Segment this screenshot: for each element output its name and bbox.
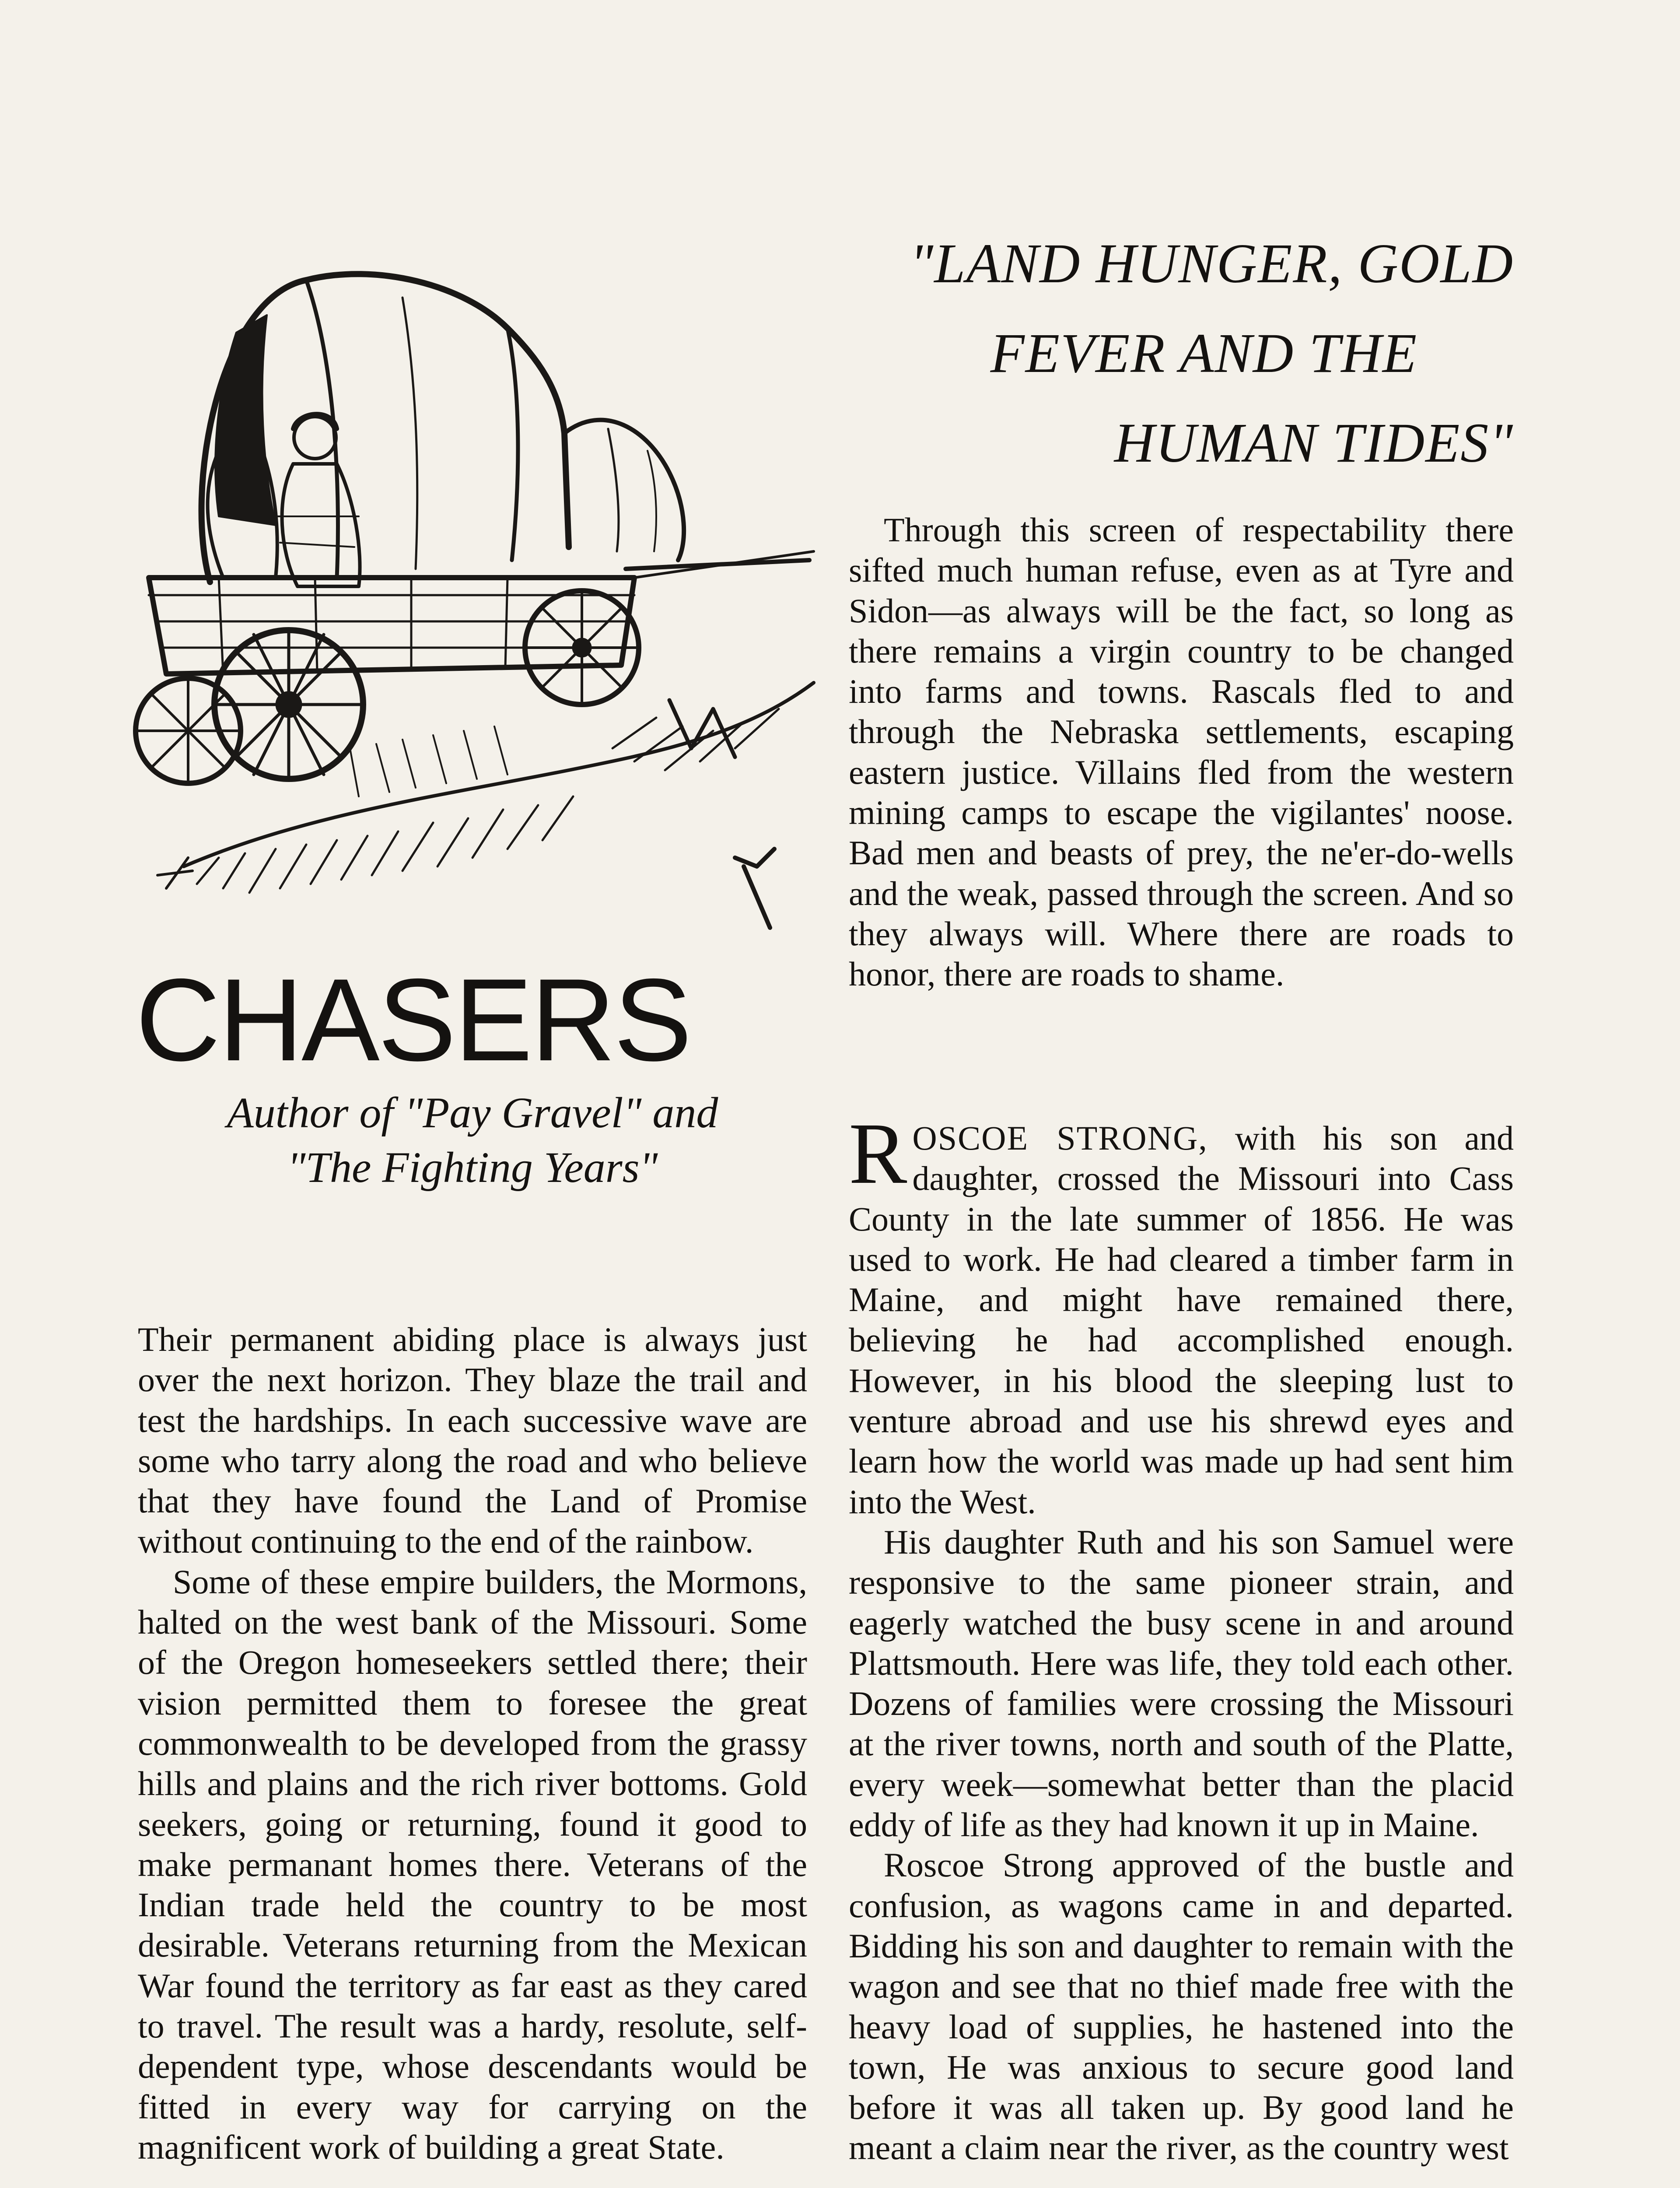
headline-line-1: "LAND HUNGER, GOLD [910, 232, 1514, 295]
covered-wagon-icon [131, 245, 831, 963]
paragraph-text: with his son and daughter, crossed the Missouri into Cass County in the late summer of 1856. He was used to work. He had cleared a timber farm in Maine, and might have remained there, believing he had accomplished enough. However, in his blood the sleeping lust to venture abroad and use his shrewd eyes and learn how the world was made up had sent him into the West. [849, 1119, 1514, 1521]
paragraph: Roscoe Strong approved of the bustle and confusion, as wagons came in and departed. Bidding his son and daughter to remain with the wagon and see that no thief made free with the heavy load of supplies, he hastened into the town, He was anxious to secure good land before it was all taken up. By good land he meant a claim near the river, as the country west [849, 1846, 1514, 2167]
paragraph: His daughter Ruth and his son Samuel were responsive to the same pioneer strain, and eagerly watched the busy scene in and around Plattsmouth. Here was life, they told each other. Dozens of families were crossing the Missouri at the river towns, north and south of the Platte, every week—somewhat better than the placid eddy of life as they had known it up in Maine. [849, 1522, 1514, 1844]
drop-cap: R [849, 1105, 907, 1202]
page-title: CHASERS [136, 954, 690, 1085]
paragraph-with-dropcap [849, 1105, 1514, 1522]
headline-line-3: HUMAN TIDES" [1114, 412, 1514, 474]
headline [844, 219, 1514, 488]
paragraph: Through this screen of respectability there sifted much human refuse, even as at Tyre and Sidon—as always will be the fact, so long as there remains a virgin country to be changed into farms and towns. Rascals fled to and through the Nebraska settlements, escaping eastern justice. Villains fled from the western mining camps to escape the vigilantes' noose. Bad men and beasts of prey, the ne'er-do-wells and the weak, passed through the screen. And so they always will. Where there are roads to honor, there are roads to shame. [849, 511, 1514, 993]
lead-in-caps: OSCOE STRONG, [912, 1119, 1208, 1157]
author-byline [144, 1085, 801, 1195]
right-column [849, 1105, 1514, 2168]
byline-line-2: "The Fighting Years" [287, 1143, 658, 1192]
right-column-top [849, 510, 1514, 995]
covered-wagon-illustration [131, 245, 831, 963]
paragraph: Some of these empire builders, the Mormons, halted on the west bank of the Missouri. Some of the Oregon homeseekers settled there; their vision permitted them to foresee the great commonwealth to be developed from the grassy hills and plains and the rich river bottoms. Gold seekers, going or returning, found it good to make permanant homes there. Veterans of the Indian trade held the country to be most desirable. Veterans returning from the Mexican War found the territory as far east as they cared to travel. The result was a hardy, resolute, self-dependent type, whose descendants would be fitted in every way for carrying on the magnificent work of building a great State. [138, 1562, 807, 2166]
headline-line-2: FEVER AND THE [990, 322, 1418, 384]
left-column [138, 1319, 807, 2167]
paragraph: Their permanent abiding place is always just over the next horizon. They blaze the trail and test the hardships. In each successive wave are some who tarry along the road and who believe that they have found the Land of Promise without continuing to the end of the rainbow. [138, 1320, 807, 1560]
byline-line-1: Author of "Pay Gravel" and [227, 1088, 718, 1137]
